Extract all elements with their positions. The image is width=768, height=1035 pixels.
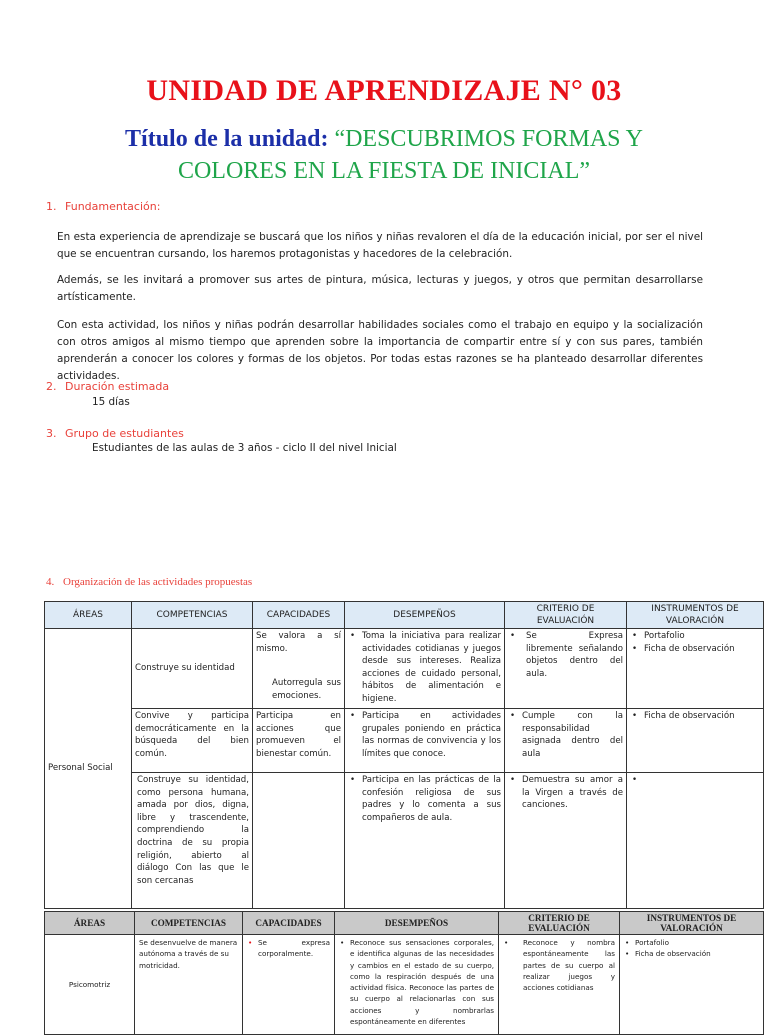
instrumentos-cell [627,709,764,773]
section-1-heading [46,200,160,213]
section-4-title: Organización de las actividades propuestas [63,576,253,588]
list-item: • Se Expresa libremente señalando objetos dentro del aula. [508,630,623,680]
header-criterio: CRITERIO DE EVALUACIÓN [499,912,620,935]
section-4-heading [46,576,252,588]
activities-table-psicomotriz [44,911,764,1035]
unit-title-label: Título de la unidad: [125,126,329,152]
list-item: • Reconoce sus sensaciones corporales, e identifica algunas de las necesidades y cambios en el estado de su cuerpo, como la respiración después de una actividad física. Reconoce las partes de su cuerpo al relacionarlas con sus acciones y nombrarlas espontáneamente en diferentes [339,937,494,1027]
section-2-number: 2. [46,380,57,393]
competencia-cell: Se desenvuelve de manera autónoma a través de su motricidad. [135,935,243,1035]
section-4-number: 4. [46,576,55,588]
area-cell: Personal Social [45,629,132,909]
desempeno-cell [345,629,505,709]
desempeno-cell [345,773,505,909]
area-cell: Psicomotriz [45,935,135,1035]
section-3-heading [46,427,184,440]
list-item: • Portafolio [624,937,759,948]
capacidad-cell [253,773,345,909]
list-item: • Ficha de observación [624,948,759,959]
capacidad-cell [243,935,335,1035]
competencia-cell: Construye su identidad [132,629,253,709]
header-instrumentos: INSTRUMENTOS DE VALORACIÓN [620,912,764,935]
unit-title-text-1: “DESCUBRIMOS FORMAS Y [334,126,643,152]
section-1-title: Fundamentación: [65,200,161,213]
list-item: • Participa en las prácticas de la confesión religiosa de sus padres y lo comenta a sus compañeros de aula. [348,774,501,824]
header-competencias: COMPETENCIAS [132,602,253,629]
header-areas: ÁREAS [45,912,135,935]
criterio-cell [505,709,627,773]
activities-table-personal-social [44,601,764,909]
header-capacidades: CAPACIDADES [253,602,345,629]
capacidad-cell [253,629,345,709]
criterio-cell [505,629,627,709]
student-group-value: Estudiantes de las aulas de 3 años - ciclo II del nivel Inicial [92,442,397,454]
list-item: • Participa en actividades grupales poniendo en práctica las normas de convivencia y los límites que conoce. [348,710,501,760]
section-2-title: Duración estimada [65,380,170,393]
table-row [45,773,764,909]
desempeno-cell [345,709,505,773]
paragraph-3: Con esta actividad, los niños y niñas podrán desarrollar habilidades sociales como el trabajo en equipo y la socialización con otros amigos al mismo tiempo que aprenden sobre la importancia de compartir entre sí y con sus pares, también aprenderán a conocer los colores y formas de los objetos. Por todas estas razones se ha planteado desarrollar diferentes actividades. [57,319,703,382]
list-item: • Portafolio [630,630,760,643]
header-criterio: CRITERIO DE EVALUACIÓN [505,602,627,629]
header-desempenos: DESEMPEÑOS [345,602,505,629]
criterio-cell [499,935,620,1035]
section-3-title: Grupo de estudiantes [65,427,184,440]
paragraph-2: Además, se les invitará a promover sus artes de pintura, música, lecturas y juegos, y otros que permitan desarrollarse artísticamente. [57,274,703,303]
header-instrumentos: INSTRUMENTOS DE VALORACIÓN [627,602,764,629]
duration-value: 15 días [92,396,130,408]
capacidad-cell: Participa en acciones que promueven el bienestar común. [253,709,345,773]
section-2-heading [46,380,169,393]
unit-title-text-2: COLORES EN LA FIESTA DE INICIAL” [177,158,591,184]
capacidad-text: Se valora a sí mismo. [256,631,341,654]
competencia-cell: Construye su identidad, como persona humana, amada por dios, digna, libre y trascendente, comprendiendo la doctrina de su propia religión, abierto al diálogo Con las que le son cercanas [132,773,253,909]
instrumentos-cell [620,935,764,1035]
criterio-cell [505,773,627,909]
table-row [45,935,764,1035]
header-areas: ÁREAS [45,602,132,629]
paragraph-1: En esta experiencia de aprendizaje se buscará que los niños y niñas revaloren el día de la educación inicial, por ser el nivel que se encuentran cursando, los haremos protagonistas y hacedores de la celebración. [57,231,703,260]
section-3-number: 3. [46,427,57,440]
list-item: • Cumple con la responsabilidad asignada dentro del aula [508,710,623,760]
header-desempenos: DESEMPEÑOS [335,912,499,935]
instrumentos-cell [627,629,764,709]
section-1-number: 1. [46,200,57,213]
list-item: • Reconoce y nombra espontáneamente las partes de su cuerpo al realizar juegos y acciones cotidianas [503,937,615,993]
list-item: • Ficha de observación [630,710,760,723]
header-capacidades: CAPACIDADES [243,912,335,935]
list-item: • Toma la iniciativa para realizar actividades cotidianas y juegos desde sus intereses. Realiza acciones de cuidado personal, hábitos de alimentación e higiene. [348,630,501,706]
list-item: • Ficha de observación [630,643,760,656]
unit-title-line-1 [0,126,768,153]
list-item: • Se expresa corporalmente. [247,937,330,960]
table-row [45,629,764,709]
table-row [45,709,764,773]
header-competencias: COMPETENCIAS [135,912,243,935]
list-item: • Demuestra su amor a la Virgen a través de canciones. [508,774,623,812]
desempeno-cell [335,935,499,1035]
document-title: UNIDAD DE APRENDIZAJE N° 03 [146,74,622,107]
capacidad-text: Autorregula sus emociones. [272,678,341,701]
competencia-cell: Convive y participa democráticamente en la búsqueda del bien común. [132,709,253,773]
instrumentos-cell [627,773,764,909]
